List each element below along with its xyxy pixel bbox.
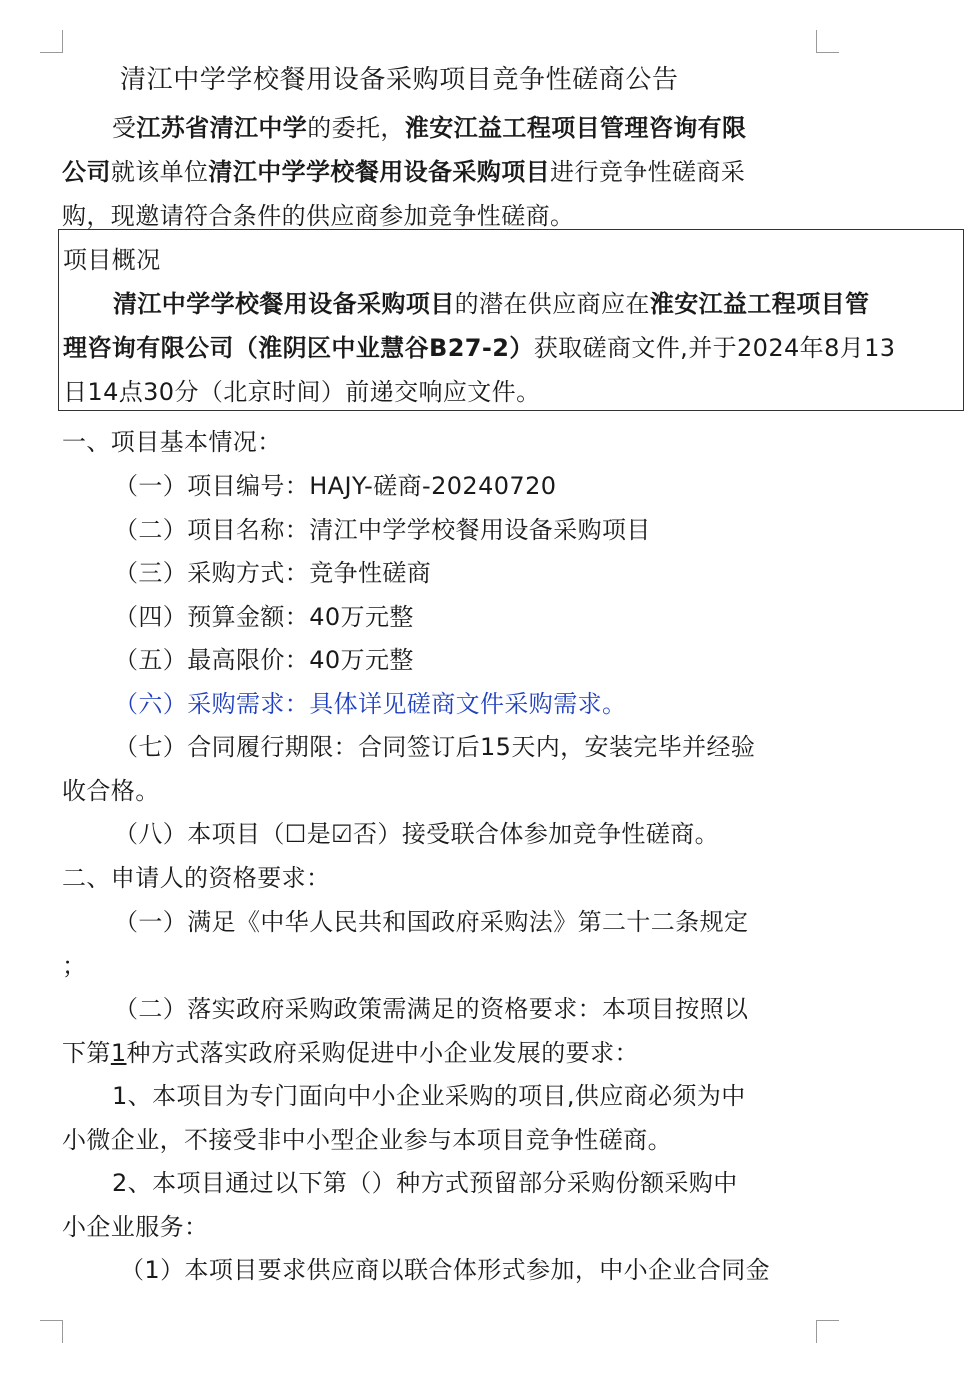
sme-clause-2: 2、本项目通过以下第（）种方式预留部分采购份额采购中 (112, 1169, 738, 1197)
project-number: （一）项目编号：HAJY-磋商-20240720 (114, 472, 557, 500)
project-name: 清江中学学校餐用设备采购项目 (113, 290, 455, 318)
document-title: 清江中学学校餐用设备采购项目竞争性磋商公告 (120, 65, 679, 95)
intro-line-1 (112, 112, 822, 144)
intro-line-2 (62, 156, 822, 188)
section2-heading: 二、申请人的资格要求： (62, 864, 331, 892)
sme-clause-2-sub1: （1）本项目要求供应商以联合体形式参加，中小企业合同金 (120, 1256, 771, 1284)
text: 下第 (62, 1039, 111, 1067)
project-name-item: （二）项目名称：清江中学学校餐用设备采购项目 (114, 516, 651, 544)
text: 的委托， (307, 114, 405, 142)
page-corner-mark (816, 1320, 839, 1343)
page-corner-mark (40, 30, 63, 53)
sme-clause-1-cont: 小微企业，不接受非中小型企业参与本项目竞争性磋商。 (62, 1126, 672, 1154)
procurement-method: （三）采购方式：竞争性磋商 (114, 559, 432, 587)
text: 受 (112, 114, 137, 142)
requirement-2-cont (62, 1037, 822, 1069)
project-overview-box (58, 229, 964, 411)
text: 就该单位 (110, 158, 209, 186)
price-ceiling: （五）最高限价：40万元整 (114, 646, 414, 674)
overview-line-2 (63, 332, 953, 364)
requirement-1: （一）满足《中华人民共和国政府采购法》第二十二条规定 (114, 908, 749, 936)
page-corner-mark (40, 1320, 63, 1343)
budget-amount: （四）预算金额：40万元整 (114, 603, 414, 631)
entrusting-party: 江苏省清江中学 (136, 114, 308, 142)
method-number: 1 (110, 1039, 127, 1067)
sme-clause-2-cont: 小企业服务： (62, 1213, 209, 1241)
procurement-requirements: （六）采购需求：具体详见磋商文件采购需求。 (114, 690, 627, 718)
requirement-1-cont: ； (62, 952, 87, 980)
intro-line-3: 购，现邀请符合条件的供应商参加竞争性磋商。 (62, 202, 575, 230)
agency-address: 理咨询有限公司（淮阴区中业慧谷B27-2） (63, 334, 534, 362)
overview-heading: 项目概况 (63, 246, 161, 274)
text: 进行竞争性磋商采 (550, 158, 746, 186)
overview-line-3: 日14点30分（北京时间）前递交响应文件。 (63, 378, 541, 406)
contract-period-cont: 收合格。 (62, 777, 160, 805)
requirement-2: （二）落实政府采购政策需满足的资格要求：本项目按照以 (114, 995, 749, 1023)
section1-heading: 一、项目基本情况： (62, 428, 282, 456)
page-corner-mark (816, 30, 839, 53)
consortium-option: （八）本项目（☐是☑否）接受联合体参加竞争性磋商。 (114, 820, 720, 848)
agency-name: 公司 (62, 158, 111, 186)
project-name: 清江中学学校餐用设备采购项目 (208, 158, 551, 186)
overview-line-1 (113, 288, 963, 320)
agency-name: 淮安江益工程项目管 (649, 290, 870, 318)
text: 种方式落实政府采购促进中小企业发展的要求： (126, 1039, 639, 1067)
text: 获取磋商文件,并于2024年8月13 (533, 334, 896, 362)
text: 的潜在供应商应在 (454, 290, 650, 318)
sme-clause-1: 1、本项目为专门面向中小企业采购的项目,供应商必须为中 (112, 1082, 746, 1110)
contract-period: （七）合同履行期限：合同签订后15天内，安装完毕并经验 (114, 733, 756, 761)
agency-name: 淮安江益工程项目管理咨询有限 (404, 114, 747, 142)
